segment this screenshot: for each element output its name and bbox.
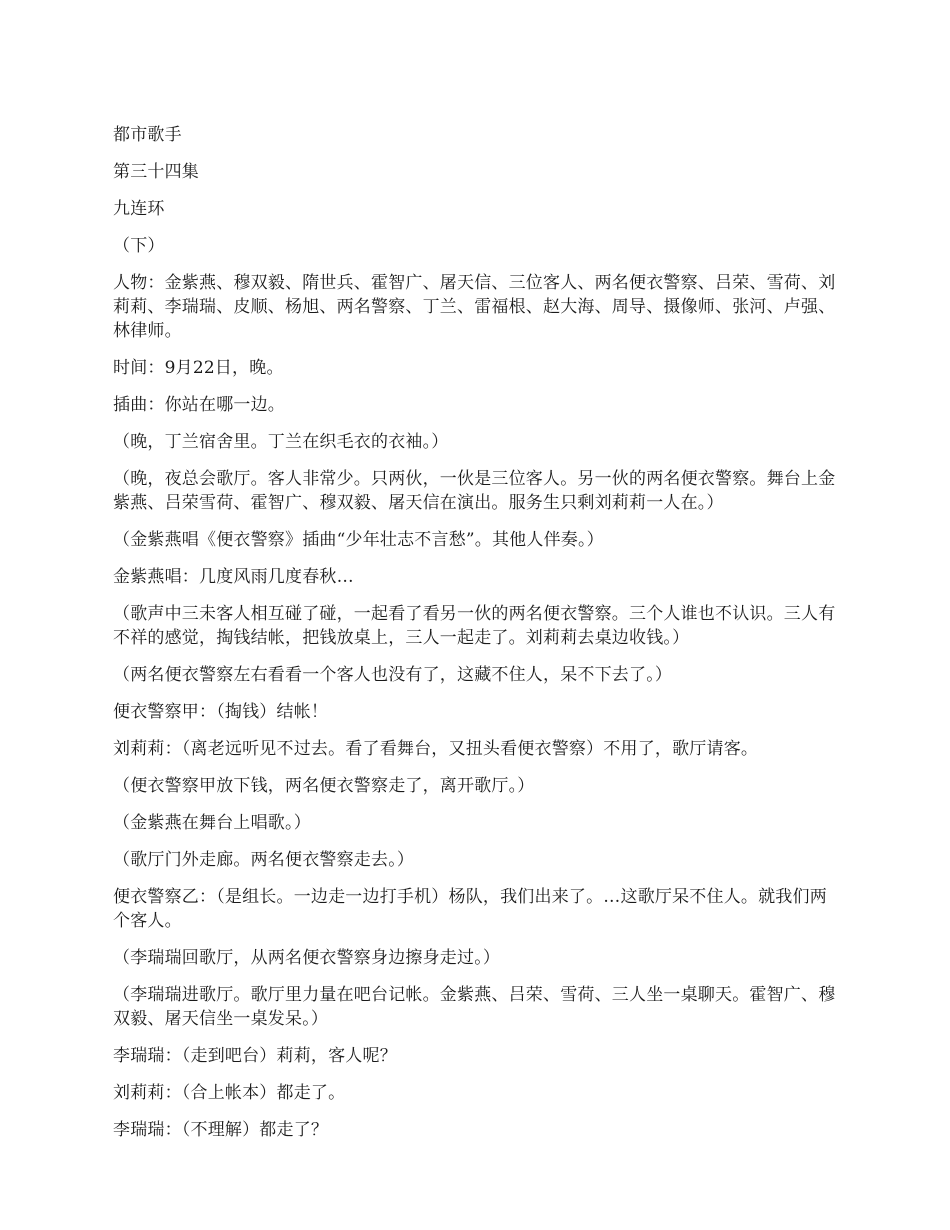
dialogue-line: 便衣警察乙：（是组长。一边走一边打手机）杨队，我们出来了。…这歌厅呆不住人。就我们两个客人。: [113, 887, 827, 931]
dialogue-line: 李瑞瑞：（走到吧台）莉莉，客人呢？: [113, 1046, 397, 1066]
characters-list: 人物：金紫燕、穆双毅、隋世兵、霍智广、屠天信、三位客人、两名便衣警察、吕荣、雪荷、刘莉莉、李瑞瑞、皮顺、杨旭、两名警察、丁兰、雷福根、赵大海、周导、摄像师、张河、卢强、林律师。: [113, 273, 836, 341]
song-line: 插曲：你站在哪一边。: [113, 395, 285, 415]
stage-direction: （晚，丁兰宿舍里。丁兰在织毛衣的衣袖。）: [113, 432, 449, 452]
stage-direction: （李瑞瑞进歌厅。歌厅里力量在吧台记帐。金紫燕、吕荣、雪荷、三人坐一桌聊天。霍智广、穆双毅、屠天信坐一桌发呆。）: [113, 985, 836, 1029]
stage-direction: （金紫燕在舞台上唱歌。）: [113, 813, 311, 833]
dialogue-line: 金紫燕唱：几度风雨几度春秋…: [113, 567, 354, 587]
stage-direction: （歌声中三未客人相互碰了碰，一起看了看另一伙的两名便衣警察。三个人谁也不认识。三人有不祥的感觉，掏钱结帐，把钱放桌上，三人一起走了。刘莉莉去桌边收钱。）: [113, 604, 836, 648]
episode-part: （下）: [113, 236, 165, 256]
dialogue-line: 刘莉莉：（离老远听见不过去。看了看舞台，又扭头看便衣警察）不用了，歌厅请客。: [113, 739, 759, 759]
stage-direction: （歌厅门外走廊。两名便衣警察走去。）: [113, 850, 415, 870]
episode-number: 第三十四集: [113, 162, 199, 182]
stage-direction: （两名便衣警察左右看看一个客人也没有了，这藏不住人，呆不下去了。）: [113, 665, 673, 685]
dialogue-line: 刘莉莉：（合上帐本）都走了。: [113, 1083, 346, 1103]
stage-direction: （李瑞瑞回歌厅，从两名便衣警察身边擦身走过。）: [113, 948, 501, 968]
time-line: 时间：9月22日，晚。: [113, 358, 284, 378]
episode-title: 九连环: [113, 199, 165, 219]
stage-direction: （金紫燕唱《便衣警察》插曲“少年壮志不言愁”。其他人伴奏。）: [113, 530, 604, 550]
script-body: [113, 123, 843, 1155]
dialogue-line: 李瑞瑞：（不理解）都走了？: [113, 1120, 329, 1140]
series-title: 都市歌手: [113, 125, 182, 145]
dialogue-line: 便衣警察甲：（掏钱）结帐！: [113, 702, 329, 722]
stage-direction: （晚，夜总会歌厅。客人非常少。只两伙，一伙是三位客人。另一伙的两名便衣警察。舞台上金紫燕、吕荣雪荷、霍智广、穆双毅、屠天信在演出。服务生只剩刘莉莉一人在。）: [113, 469, 836, 513]
stage-direction: （便衣警察甲放下钱，两名便衣警察走了，离开歌厅。）: [113, 776, 535, 796]
